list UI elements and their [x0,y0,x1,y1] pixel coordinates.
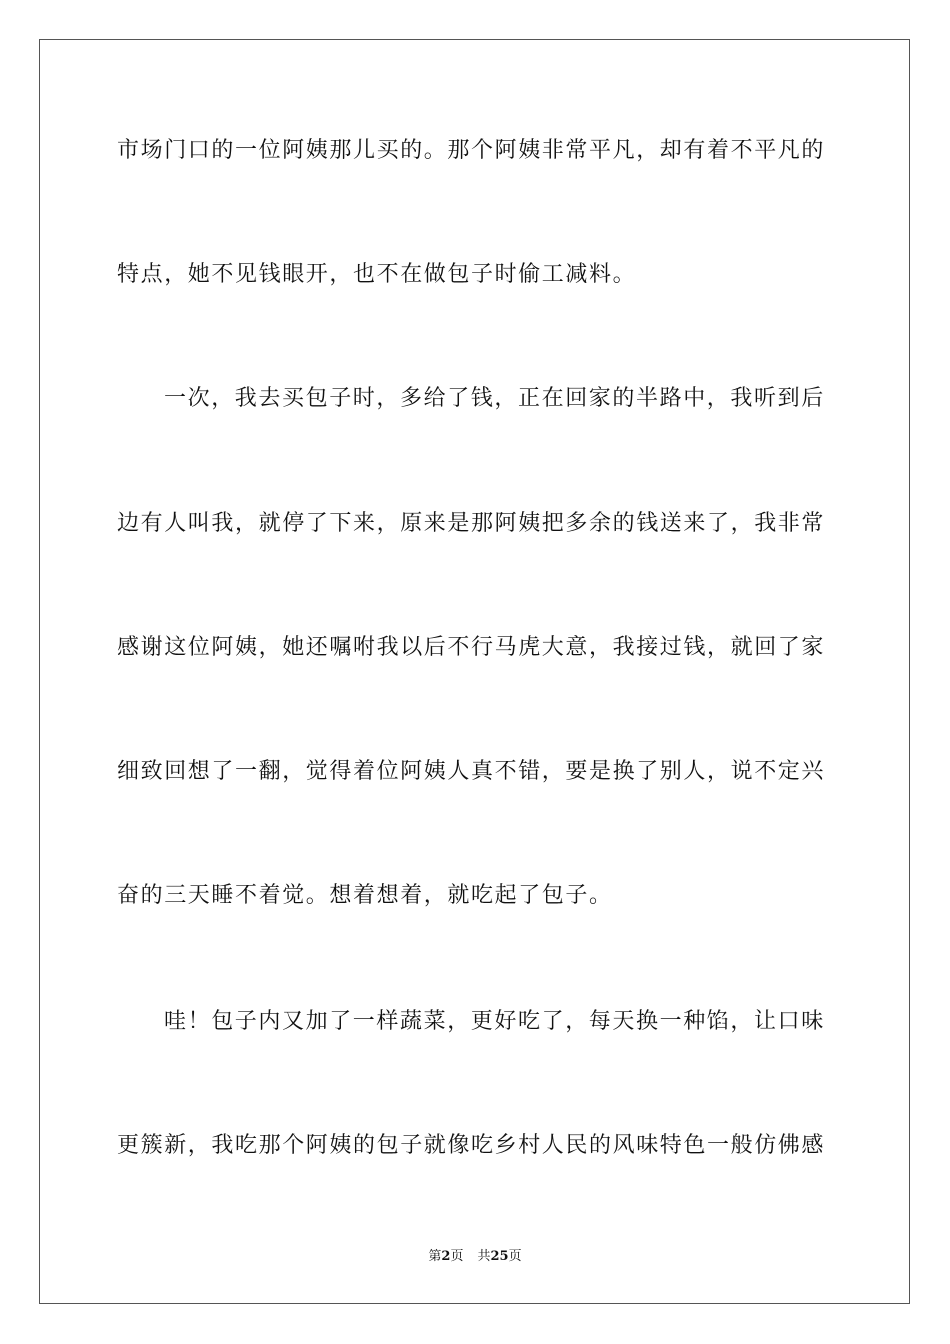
paragraph-start-line: 一次，我去买包子时，多给了钱，正在回家的半路中，我听到后 [164,386,825,411]
body-text-line: 特点，她不见钱眼开，也不在做包子时偷工减料。 [117,262,637,287]
paragraph-start-line: 哇！包子内又加了一样蔬菜，更好吃了，每天换一种馅，让口味 [164,1009,825,1034]
body-text-line: 边有人叫我，就停了下来，原来是那阿姨把多余的钱送来了，我非常 [117,511,826,536]
page-footer [0,1249,950,1265]
total-prefix: 共 [477,1249,491,1264]
page-border [39,39,910,1304]
total-pages: 25 [490,1249,509,1264]
body-text-line: 市场门口的一位阿姨那儿买的。那个阿姨非常平凡，却有着不平凡的 [117,138,826,163]
total-suffix: 页 [508,1249,522,1264]
body-text-line: 奋的三天睡不着觉。想着想着，就吃起了包子。 [117,883,613,908]
page-suffix: 页 [450,1249,464,1264]
body-text-line: 细致回想了一翻，觉得着位阿姨人真不错，要是换了别人，说不定兴 [117,759,826,784]
body-text-line: 更簇新，我吃那个阿姨的包子就像吃乡村人民的风味特色一般仿佛感 [117,1133,826,1158]
page-number: 2 [441,1249,451,1264]
body-text-line: 感谢这位阿姨，她还嘱咐我以后不行马虎大意，我接过钱，就回了家 [117,635,826,660]
page-prefix: 第 [428,1249,442,1264]
